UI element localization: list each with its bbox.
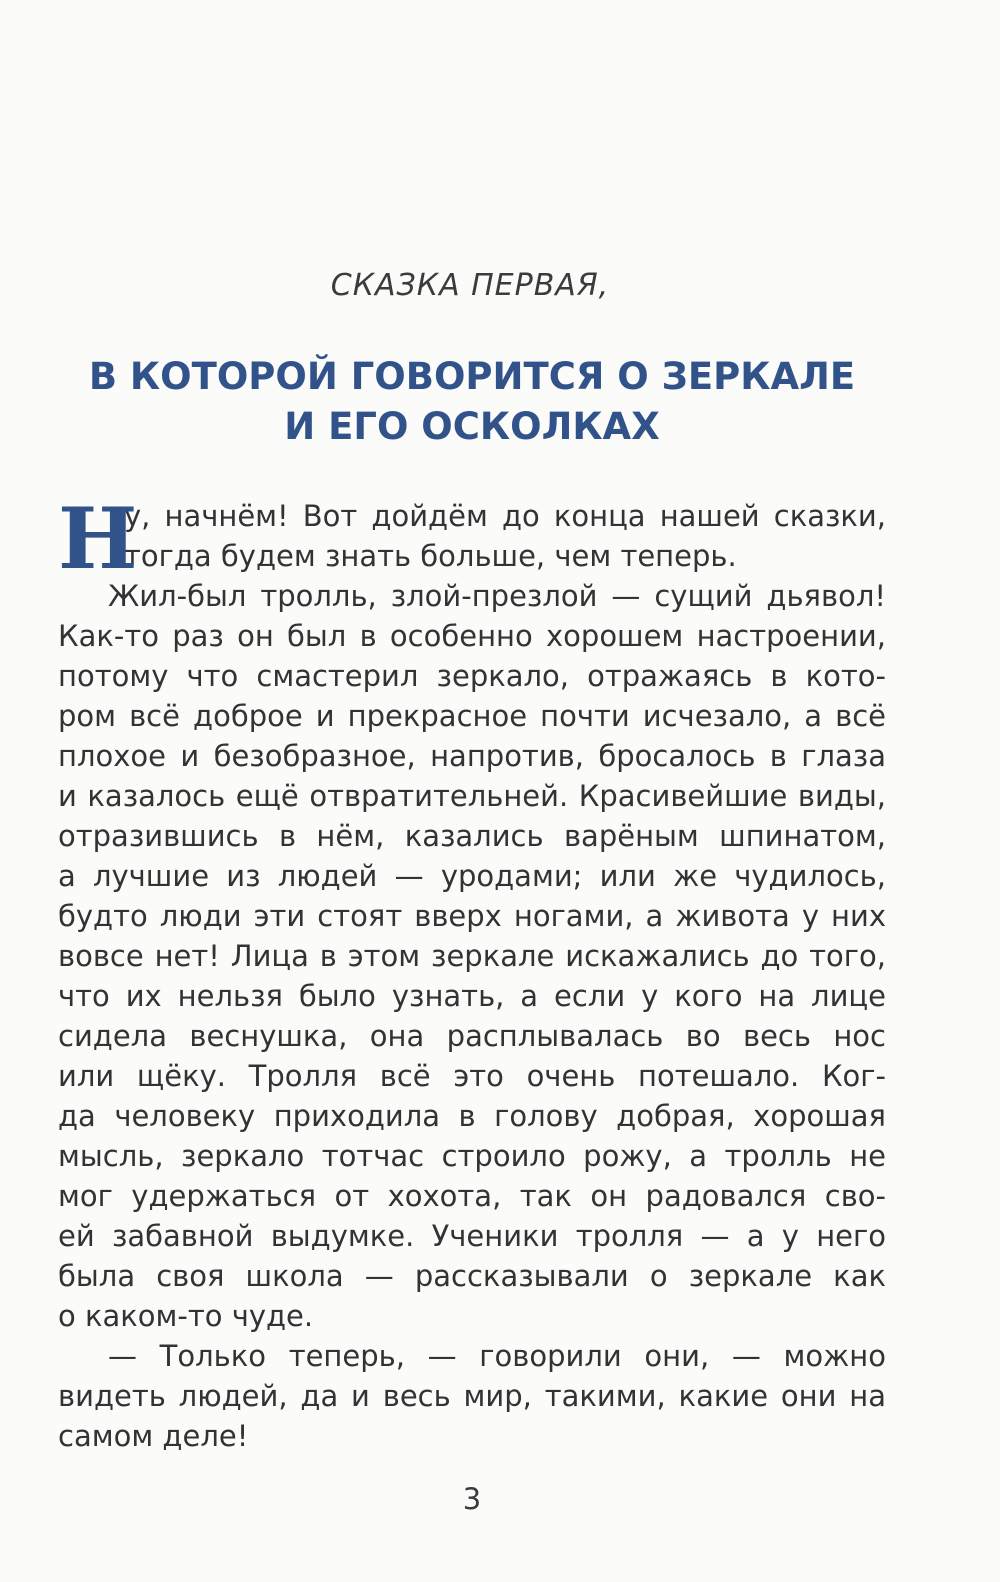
- text-line: у, начнём! Вот дойдём до конца нашей сказки,: [124, 499, 886, 533]
- text-line: отразившись в нём, казались варёным шпинатом,: [58, 819, 886, 853]
- text-line: Жил-был тролль, злой-презлой — сущий дьявол!: [108, 579, 886, 613]
- text-line: а лучшие из людей — уродами; или же чудилось,: [58, 859, 886, 893]
- text-line: или щёку. Тролля всё это очень потешало. Ког-: [58, 1059, 886, 1093]
- chapter-subtitle: СКАЗКА ПЕРВАЯ,: [330, 268, 610, 303]
- text-line: мог удержаться от хохота, так он радовался сво-: [58, 1179, 886, 1213]
- text-line: о каком-то чуде.: [58, 1299, 314, 1333]
- text-line: — Только теперь, — говорили они, — можно: [108, 1339, 886, 1373]
- text-line: ей забавной выдумке. Ученики тролля — а у него: [58, 1219, 886, 1253]
- text-line: что их нельзя было узнать, а если у кого на лице: [58, 979, 886, 1013]
- chapter-title: [0, 352, 944, 452]
- page-number: 3: [462, 1482, 482, 1516]
- text-line: тогда будем знать больше, чем теперь.: [124, 539, 737, 573]
- drop-cap: Н: [58, 489, 138, 588]
- text-line: ром всё доброе и прекрасное почти исчезало, а всё: [58, 699, 886, 733]
- text-line: Как-то раз он был в особенно хорошем настроении,: [58, 619, 886, 653]
- text-line: мысль, зеркало тотчас строило рожу, а тролль не: [58, 1139, 886, 1173]
- body-text: [58, 489, 886, 1456]
- text-line: была своя школа — рассказывали о зеркале как: [58, 1259, 886, 1293]
- text-line: видеть людей, да и весь мир, такими, какие они на: [58, 1379, 886, 1413]
- chapter-title-line: И ЕГО ОСКОЛКАХ: [284, 405, 660, 448]
- text-line: плохое и безобразное, напротив, бросалось в глаза: [58, 739, 886, 773]
- text-line: сидела веснушка, она расплывалась во весь нос: [58, 1019, 886, 1053]
- chapter-title-line: В КОТОРОЙ ГОВОРИТСЯ О ЗЕРКАЛЕ: [88, 355, 856, 398]
- text-line: самом деле!: [58, 1419, 249, 1453]
- text-line: да человеку приходила в голову добрая, хорошая: [58, 1099, 886, 1133]
- text-line: потому что смастерил зеркало, отражаясь в кото-: [58, 659, 886, 693]
- text-line: вовсе нет! Лица в этом зеркале искажались до того,: [58, 939, 886, 973]
- text-line: и казалось ещё отвратительней. Красивейшие виды,: [58, 779, 886, 813]
- text-line: будто люди эти стоят вверх ногами, а живота у них: [58, 899, 886, 933]
